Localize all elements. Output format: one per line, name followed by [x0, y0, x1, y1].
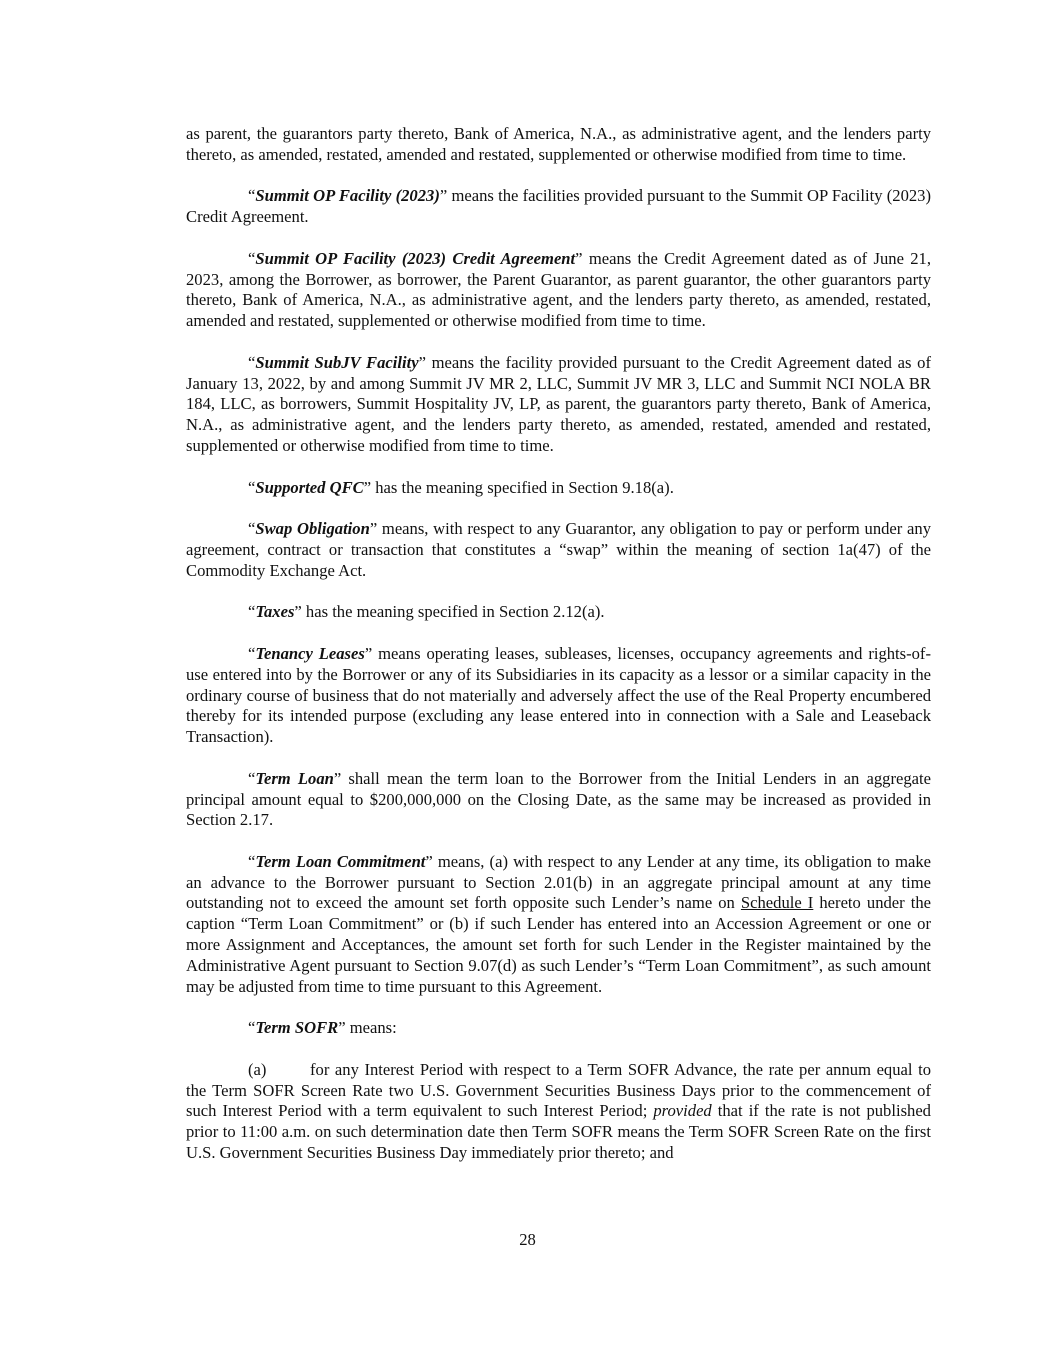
definition-text: ” means the facilities provided pursuant to the Summit OP Facility (2023) Credit Agreement.: [186, 186, 932, 227]
continuation-paragraph: as parent, the guarantors party thereto, Bank of America, N.A., as administrative agent, and the lenders party thereto, as amended, restated, amended and restated, supplemented or otherwise modified from time to time.: [186, 124, 931, 164]
clause-label: (a): [248, 1059, 267, 1079]
definition-text: ” means the Credit Agreement dated as of June 21, 2023, among the Borrower, as borrower, the Parent Guarantor, as parent guarantor, the other guarantors party thereto, Bank of America, N.A., as administrative agent, and the lenders party thereto, as amended, restated, amended and restated, supplemented or otherwise modified from time to time.: [186, 248, 931, 331]
defined-term: Term SOFR: [255, 1018, 339, 1038]
page-number: 28: [519, 1230, 536, 1249]
definition-text: ” means, (a) with respect to any Lender at any time, its obligation to make an advance to the Borrower pursuant to Section 2.01(b) in an aggregate principal amount at any time outstanding not to exceed the amount set forth opposite such Lender’s name on: [186, 851, 932, 913]
defined-term: Tenancy Leases: [255, 643, 365, 663]
defined-term: Term Loan: [255, 768, 334, 788]
defined-term: Taxes: [255, 602, 295, 622]
clause-text: that if the rate is not published prior to 11:00 a.m. on such determination date then Term SOFR means the Term SOFR Screen Rate on the first U.S. Government Securities Business Day immediately prior thereto; and: [186, 1101, 931, 1163]
definition-term-sofr: “Term SOFR” means:: [248, 1018, 397, 1038]
defined-term: Supported QFC: [255, 477, 364, 497]
definition-taxes: “Taxes” has the meaning specified in Section 2.12(a).: [248, 602, 605, 622]
definition-term-loan: “Term Loan” shall mean the term loan to the Borrower from the Initial Lenders in an aggregate principal amount equal to $200,000,000 on the Closing Date, as the same may be increased as provided in Section 2.17.: [186, 768, 932, 830]
definition-text: ” shall mean the term loan to the Borrower from the Initial Lenders in an aggregate principal amount equal to $200,000,000 on the Closing Date, as the same may be increased as provided in Section 2.17.: [186, 768, 932, 830]
definition-summit-op-facility-credit-agreement: “Summit OP Facility (2023) Credit Agreement” means the Credit Agreement dated as of June 21, 2023, among the Borrower, as borrower, the Parent Guarantor, as parent guarantor, the other guarantors party thereto, Bank of America, N.A., as administrative agent, and the lenders party thereto, as amended, restated, amended and restated, supplemented or otherwise modified from time to time.: [186, 248, 931, 331]
definition-text: ” means operating leases, subleases, licenses, occupancy agreements and rights-of-use entered into by the Borrower or any of its Subsidiaries in its capacity as a lessor or a similar capacity in the ordinary course of business that do not materially and adversely affect the use of the Real Property encumbered thereby for its intended purpose (excluding any lease entered into in connection with a Sale and Leaseback Transaction).: [186, 643, 931, 747]
definition-supported-qfc: “Supported QFC” has the meaning specified in Section 9.18(a).: [248, 477, 674, 497]
defined-term: Summit OP Facility (2023): [255, 186, 440, 206]
definition-text: ” means, with respect to any Guarantor, any obligation to pay or perform under any agreement, contract or transaction that constitutes a “swap” within the meaning of section 1a(47) of the Commodity Exchange Act.: [186, 519, 931, 580]
defined-term: Summit OP Facility (2023) Credit Agreement: [255, 248, 576, 268]
defined-term: Term Loan Commitment: [255, 851, 426, 871]
definition-summit-op-facility-2023: “Summit OP Facility (2023)” means the facilities provided pursuant to the Summit OP Facility (2023) Credit Agreement.: [186, 186, 932, 227]
definition-text: ” means:: [338, 1018, 397, 1038]
definition-text: ” means the facility provided pursuant to the Credit Agreement dated as of January 13, 2022, by and among Summit JV MR 2, LLC, Summit JV MR 3, LLC and Summit NCI NOLA BR 184, LLC, as borrowers, Summit Hospitality JV, LP, as parent, the guarantors party thereto, Bank of America, N.A., as administrative agent, and the lenders party thereto, as amended, restated, amended and restated, supplemented or otherwise modified from time to time.: [186, 352, 931, 455]
definition-tenancy-leases: “Tenancy Leases” means operating leases, subleases, licenses, occupancy agreements and rights-of-use entered into by the Borrower or any of its Subsidiaries in its capacity as a lessor or a similar capacity in the ordinary course of business that do not materially and adversely affect the use of the Real Property encumbered thereby for its intended purpose (excluding any lease entered into in connection with a Sale and Leaseback Transaction).: [186, 643, 931, 747]
defined-term: Swap Obligation: [255, 519, 370, 539]
clause-italic-word: provided: [653, 1101, 712, 1121]
definition-term-loan-commitment: “Term Loan Commitment” means, (a) with respect to any Lender at any time, its obligation to make an advance to the Borrower pursuant to Section 2.01(b) in an aggregate principal amount at any time outstanding not to exceed the amount set forth opposite such Lender’s name on Schedule I hereto under the caption “Term Loan Commitment” or (b) if such Lender has entered into an Accession Agreement or one or more Assignment and Acceptances, the amount set forth for such Lender in the Register maintained by the Administrative Agent pursuant to Section 9.07(d) as such Lender’s “Term Loan Commitment”, as such amount may be adjusted from time to time pursuant to this Agreement.: [186, 851, 932, 996]
clause-text: for any Interest Period with respect to a Term SOFR Advance, the rate per annum equal to the Term SOFR Screen Rate two U.S. Government Securities Business Days prior to the commencement of such Interest Period with a term equivalent to such Interest Period;: [186, 1059, 931, 1121]
term-sofr-clause-a: [186, 1060, 931, 1164]
definition-text: ” has the meaning specified in Section 2.12(a).: [294, 602, 605, 622]
definition-summit-subjv-facility: “Summit SubJV Facility” means the facility provided pursuant to the Credit Agreement dated as of January 13, 2022, by and among Summit JV MR 2, LLC, Summit JV MR 3, LLC and Summit NCI NOLA BR 184, LLC, as borrowers, Summit Hospitality JV, LP, as parent, the guarantors party thereto, Bank of America, N.A., as administrative agent, and the lenders party thereto, as amended, restated, amended and restated, supplemented or otherwise modified from time to time.: [186, 352, 931, 455]
defined-term: Summit SubJV Facility: [255, 352, 419, 372]
definition-swap-obligation: “Swap Obligation” means, with respect to any Guarantor, any obligation to pay or perform under any agreement, contract or transaction that constitutes a “swap” within the meaning of section 1a(47) of the Commodity Exchange Act.: [186, 519, 931, 580]
page-body: [186, 124, 931, 1185]
schedule-i-reference: Schedule I: [740, 893, 814, 913]
definition-text: ” has the meaning specified in Section 9.18(a).: [363, 477, 674, 497]
definition-text: hereto under the caption “Term Loan Commitment” or (b) if such Lender has entered into an Accession Agreement or one or more Assignment and Acceptances, the amount set forth for such Lender in the Register maintained by the Administrative Agent pursuant to Section 9.07(d) as such Lender’s “Term Loan Commitment”, as such amount may be adjusted from time to time pursuant to this Agreement.: [186, 893, 932, 996]
